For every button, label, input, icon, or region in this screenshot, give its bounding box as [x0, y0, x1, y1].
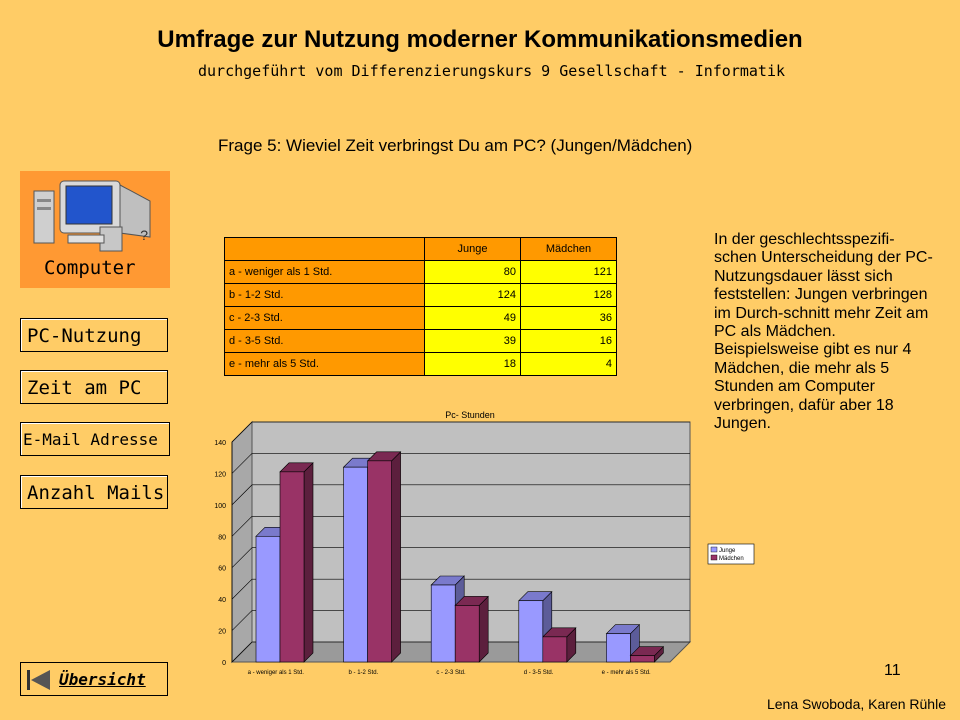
cell-maedchen: 16 — [521, 330, 617, 353]
table-row — [225, 330, 617, 353]
nav-zeit-am-pc[interactable]: Zeit am PC — [20, 370, 168, 404]
bar-side-1 — [304, 463, 313, 662]
bar-mädchen — [280, 472, 304, 662]
x-tick-label: e - mehr als 5 Std. — [601, 670, 651, 676]
authors: Lena Swoboda, Karen Rühle — [766, 696, 946, 712]
overview-label: Übersicht — [59, 670, 146, 689]
legend-swatch-0 — [711, 547, 717, 552]
bar-chart — [200, 402, 744, 690]
table-header-row — [225, 238, 617, 261]
chart-side-wall — [232, 422, 252, 662]
cell-maedchen: 36 — [521, 307, 617, 330]
bar-side-1 — [392, 452, 401, 662]
y-tick-label: 60 — [218, 565, 226, 573]
overview-button[interactable] — [20, 662, 168, 696]
y-tick-label: 100 — [214, 502, 226, 510]
bar-mädchen — [543, 637, 567, 662]
table-row — [225, 261, 617, 284]
legend-swatch-1 — [711, 555, 717, 560]
cell-maedchen: 121 — [521, 261, 617, 284]
row-label: b - 1-2 Std. — [225, 284, 425, 307]
cell-junge: 124 — [425, 284, 521, 307]
bar-side-1 — [479, 596, 488, 662]
logo-label: Computer — [44, 257, 136, 279]
x-tick-label: d - 3-5 Std. — [523, 670, 554, 676]
cell-maedchen: 4 — [521, 353, 617, 376]
table-row — [225, 307, 617, 330]
page-number: 11 — [884, 662, 901, 679]
row-label: c - 2-3 Std. — [225, 307, 425, 330]
bar-junge — [256, 536, 280, 662]
table-row — [225, 284, 617, 307]
nav-anzahl-mails[interactable]: Anzahl Mails — [20, 475, 168, 509]
y-tick-label: 40 — [218, 597, 226, 605]
bar-mädchen — [455, 605, 479, 662]
computer-logo — [20, 171, 170, 288]
chart-title: Pc- Stunden — [445, 410, 495, 420]
cell-junge: 80 — [425, 261, 521, 284]
legend-label: Mädchen — [719, 556, 744, 562]
table-row — [225, 353, 617, 376]
cell-junge: 49 — [425, 307, 521, 330]
row-label: e - mehr als 5 Std. — [225, 353, 425, 376]
bar-junge — [519, 601, 543, 662]
cell-maedchen: 128 — [521, 284, 617, 307]
cell-junge: 18 — [425, 353, 521, 376]
computer-icon — [20, 171, 170, 261]
legend-label: Junge — [719, 548, 736, 554]
description-text: In der geschlechtsspezifi-schen Unterscheidung der PC-Nutzungsdauer lässt sich feststellen: Jungen verbringen im Durch-schnitt mehr Zeit am PC als Mädchen. Beispielsweise gibt es nur 4 Mädchen, die mehr als 5 Stunden am Computer verbringen, dafür aber 18 Jungen. — [714, 231, 933, 432]
slide-title: Umfrage zur Nutzung moderner Kommunikationsmedien — [157, 26, 803, 53]
logo-glyph: ? — [140, 227, 148, 243]
bar-mädchen — [368, 461, 392, 662]
x-tick-label: b - 1-2 Std. — [348, 670, 379, 676]
table-header-empty — [225, 238, 425, 261]
y-tick-label: 20 — [218, 628, 226, 636]
bar-junge — [344, 467, 368, 662]
y-tick-label: 140 — [214, 440, 226, 447]
bar-mädchen — [630, 656, 654, 662]
table-header-maedchen: Mädchen — [521, 238, 617, 261]
table-header-junge: Junge — [425, 238, 521, 261]
x-tick-label: a - weniger als 1 Std. — [247, 670, 304, 676]
data-table — [224, 237, 617, 376]
x-tick-label: c - 2-3 Std. — [436, 670, 466, 676]
nav-email-adresse[interactable]: E-Mail Adresse — [20, 422, 170, 456]
row-label: a - weniger als 1 Std. — [225, 261, 425, 284]
question-heading: Frage 5: Wieviel Zeit verbringst Du am PC? (Jungen/Mädchen) — [218, 136, 693, 155]
bar-junge — [431, 585, 455, 662]
bar-junge — [606, 634, 630, 662]
slide-subtitle: durchgeführt vom Differenzierungskurs 9 Gesellschaft - Informatik — [198, 62, 785, 80]
y-tick-label: 0 — [222, 660, 226, 667]
back-arrow-icon — [27, 669, 51, 691]
row-label: d - 3-5 Std. — [225, 330, 425, 353]
nav-pc-nutzung[interactable]: PC-Nutzung — [20, 318, 168, 352]
cell-junge: 39 — [425, 330, 521, 353]
y-tick-label: 120 — [214, 471, 226, 479]
y-tick-label: 80 — [218, 534, 226, 542]
